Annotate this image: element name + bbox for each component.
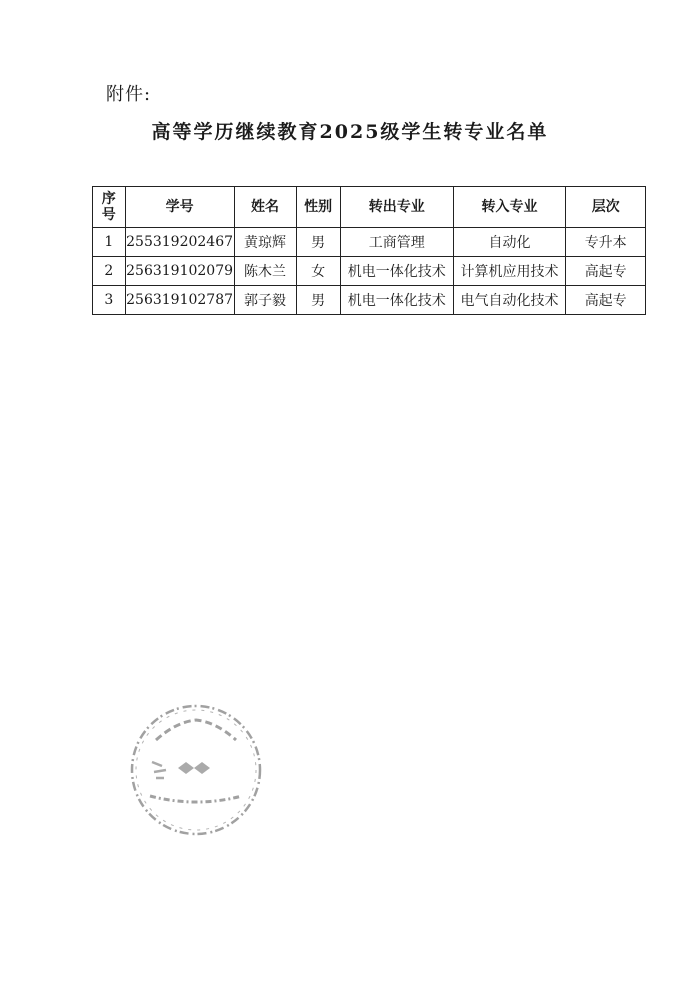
table-row <box>93 286 646 315</box>
cell-name: 郭子毅 <box>234 286 296 315</box>
header-to-major: 转入专业 <box>453 187 566 228</box>
cell-from-major: 工商管理 <box>340 228 453 257</box>
cell-student-id: 256319102787 <box>125 286 234 315</box>
document-title: 高等学历继续教育2025级学生转专业名单 <box>151 121 549 143</box>
cell-name: 黄琼辉 <box>234 228 296 257</box>
cell-level: 高起专 <box>566 286 646 315</box>
cell-seq: 1 <box>93 228 126 257</box>
attachment-label: 附件: <box>106 84 152 105</box>
cell-seq: 3 <box>93 286 126 315</box>
header-student-id: 学号 <box>125 187 234 228</box>
cell-level: 高起专 <box>566 257 646 286</box>
header-seq-line1: 序 <box>101 191 116 207</box>
table-header-row <box>93 187 646 228</box>
header-seq <box>93 187 126 228</box>
cell-gender: 女 <box>296 257 340 286</box>
table-row <box>93 257 646 286</box>
header-seq-line2: 号 <box>101 207 116 223</box>
cell-student-id: 256319102079 <box>125 257 234 286</box>
cell-gender: 男 <box>296 228 340 257</box>
header-level: 层次 <box>566 187 646 228</box>
cell-name: 陈木兰 <box>234 257 296 286</box>
cell-seq: 2 <box>93 257 126 286</box>
cell-to-major: 自动化 <box>453 228 566 257</box>
cell-to-major: 电气自动化技术 <box>453 286 566 315</box>
cell-level: 专升本 <box>566 228 646 257</box>
table-row <box>93 228 646 257</box>
header-name: 姓名 <box>234 187 296 228</box>
cell-from-major: 机电一体化技术 <box>340 257 453 286</box>
official-seal-stamp <box>126 700 266 840</box>
cell-to-major: 计算机应用技术 <box>453 257 566 286</box>
header-gender: 性别 <box>296 187 340 228</box>
cell-from-major: 机电一体化技术 <box>340 286 453 315</box>
header-from-major: 转出专业 <box>340 187 453 228</box>
cell-student-id: 255319202467 <box>125 228 234 257</box>
transfer-roster-table <box>92 186 646 315</box>
cell-gender: 男 <box>296 286 340 315</box>
